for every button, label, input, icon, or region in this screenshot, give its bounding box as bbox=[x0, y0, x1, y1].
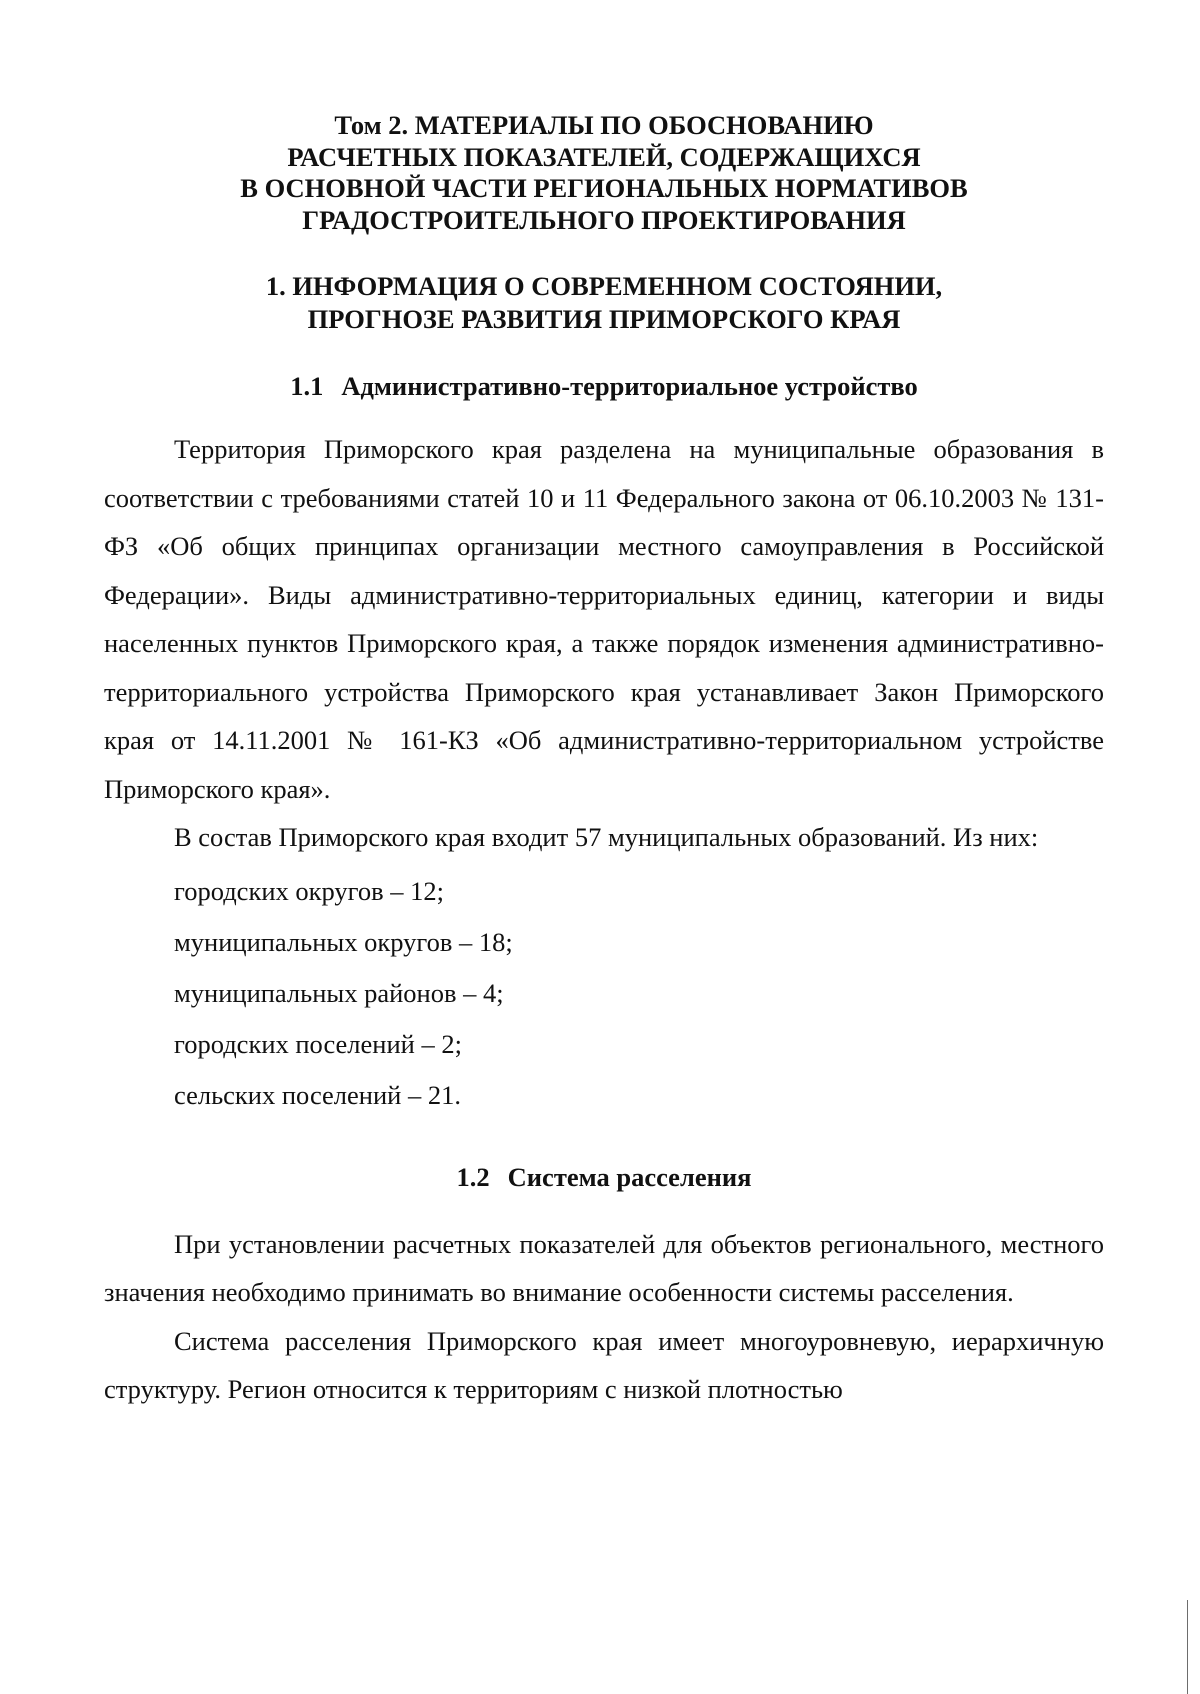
section-number: 1.1 bbox=[290, 371, 324, 401]
list-item: муниципальных районов – 4; bbox=[174, 977, 504, 1008]
section-1-1-body bbox=[104, 425, 1104, 1121]
section-title: Система расселения bbox=[507, 1161, 752, 1192]
list-item: сельских поселений – 21. bbox=[174, 1079, 461, 1110]
list-item: городских округов – 12; bbox=[174, 875, 444, 906]
paragraph: При установлении расчетных показателей для объектов регионального, местного значения необходимо принимать во внимание особенности системы расселения. bbox=[104, 1228, 1104, 1307]
chapter-heading bbox=[104, 270, 1104, 336]
volume-title-line: РАСЧЕТНЫХ ПОКАЗАТЕЛЕЙ, СОДЕРЖАЩИХСЯ bbox=[287, 141, 921, 172]
section-title: Административно-территориальное устройство bbox=[341, 371, 918, 401]
section-heading-1-1 bbox=[104, 370, 1104, 403]
chapter-heading-line: 1. ИНФОРМАЦИЯ О СОВРЕМЕННОМ СОСТОЯНИИ, bbox=[265, 271, 943, 301]
paragraph: Система расселения Приморского края имеет многоуровневую, иерархичную структуру. Регион относится к территориям с низкой плотностью bbox=[104, 1325, 1104, 1404]
section-number: 1.2 bbox=[456, 1161, 490, 1192]
volume-title-line: Том 2. МАТЕРИАЛЫ ПО ОБОСНОВАНИЮ bbox=[334, 110, 874, 140]
list-item: городских поселений – 2; bbox=[174, 1028, 462, 1059]
paragraph: В состав Приморского края входит 57 муниципальных образований. Из них: bbox=[174, 822, 1039, 852]
list-item: муниципальных округов – 18; bbox=[174, 926, 513, 957]
scan-edge-line bbox=[1187, 1600, 1188, 1694]
document-page bbox=[104, 110, 1104, 1414]
paragraph: Территория Приморского края разделена на муниципальные образования в соответствии с требованиями статей 10 и 11 Федерального закона от 06.10.2003 № 131-ФЗ «Об общих принципах организации местного самоуправления в Российской Федерации». Виды административно-территориальных единиц, категории и виды населенных пунктов Приморского края, а также порядок изменения административно-территориального устройства Приморского края устанавливает Закон Приморского края от 14.11.2001 № 161-КЗ «Об административно-территориальном устройстве Приморского края». bbox=[104, 434, 1104, 804]
volume-title-line: В ОСНОВНОЙ ЧАСТИ РЕГИОНАЛЬНЫХ НОРМАТИВОВ bbox=[240, 173, 968, 203]
section-heading-1-2 bbox=[104, 1161, 1104, 1194]
section-1-2-body bbox=[104, 1220, 1104, 1414]
chapter-heading-line: ПРОГНОЗЕ РАЗВИТИЯ ПРИМОРСКОГО КРАЯ bbox=[307, 304, 901, 334]
volume-title-line: ГРАДОСТРОИТЕЛЬНОГО ПРОЕКТИРОВАНИЯ bbox=[302, 204, 906, 235]
volume-title bbox=[104, 110, 1104, 236]
municipal-formations-list bbox=[104, 866, 1104, 1121]
